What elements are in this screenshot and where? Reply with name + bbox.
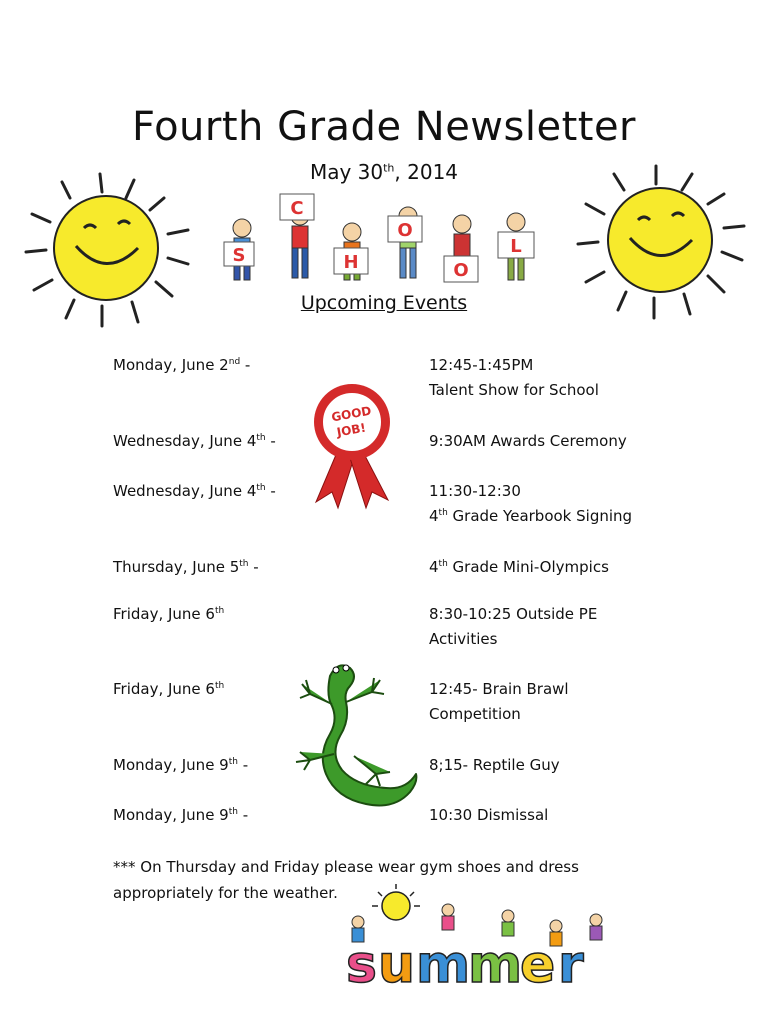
ribbon-text-good: GOOD [330, 403, 373, 425]
event-day: Friday, June 6th [113, 605, 225, 623]
summer-letter: s [346, 935, 377, 990]
svg-text:H: H [343, 252, 359, 273]
event-day: Thursday, June 5th - [113, 558, 259, 576]
event-day: Monday, June 2nd - [113, 356, 251, 374]
ribbon-text-job: JOB! [335, 420, 367, 440]
good-job-ribbon-image [308, 380, 398, 510]
gym-shoes-note: *** On Thursday and Friday please wear gym shoes and dress appropriately for the weather. [113, 858, 579, 902]
summer-letter: m [416, 935, 471, 990]
event-detail: 10:30 Dismissal [429, 806, 549, 824]
event-detail: 12:45- Brain Brawl Competition [429, 680, 569, 723]
event-day: Friday, June 6th [113, 680, 225, 698]
event-day: Monday, June 9th - [113, 756, 249, 774]
kids-school-sign-image [220, 192, 552, 288]
event-day: Monday, June 9th - [113, 806, 249, 824]
svg-text:O: O [453, 260, 469, 281]
event-detail: 8;15- Reptile Guy [429, 756, 560, 774]
date-year: , 2014 [394, 160, 459, 184]
section-title-text: Upcoming Events [300, 292, 468, 314]
newsletter-title: Fourth Grade Newsletter [132, 104, 636, 150]
event-detail: 9:30AM Awards Ceremony [429, 432, 627, 450]
summer-letter: m [468, 935, 523, 990]
event-detail: 8:30-10:25 Outside PE Activities [429, 605, 598, 648]
svg-text:L: L [510, 236, 522, 257]
event-day: Wednesday, June 4th - [113, 432, 276, 450]
event-day: Wednesday, June 4th - [113, 482, 276, 500]
lizard-image [290, 656, 420, 816]
summer-letter: u [378, 935, 416, 990]
section-title [0, 292, 768, 314]
date-sup: th [383, 161, 395, 175]
svg-text:O: O [397, 220, 413, 241]
summer-letter: r [558, 935, 584, 990]
svg-text:S: S [232, 245, 246, 266]
summer-letter: e [520, 935, 556, 990]
event-detail: 11:30-12:30 4th Grade Yearbook Signing [429, 482, 633, 525]
event-detail: 12:45-1:45PM Talent Show for School [429, 356, 599, 399]
svg-text:C: C [290, 198, 304, 219]
summer-graphic-image [338, 880, 618, 990]
event-detail: 4th Grade Mini-Olympics [429, 558, 609, 576]
date-text: May 30 [309, 160, 384, 184]
